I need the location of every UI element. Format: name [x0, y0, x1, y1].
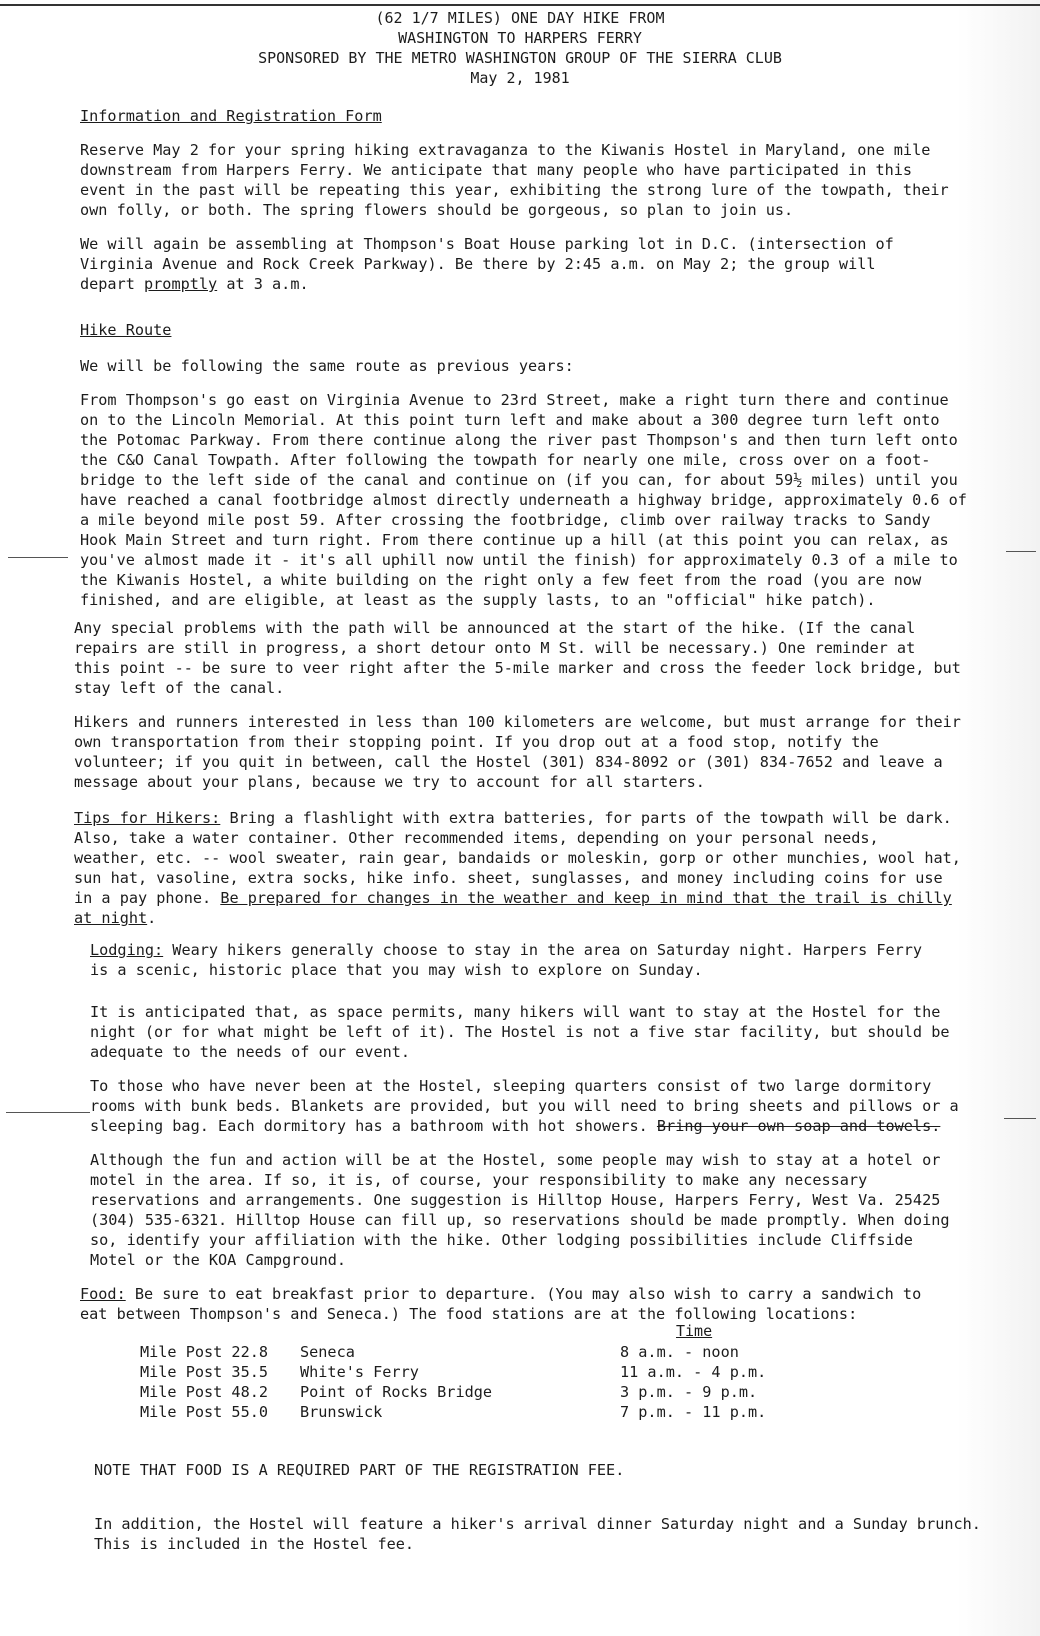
assembly-paragraph [80, 234, 894, 294]
tips-text: Bring a flashlight with extra batteries, for parts of the towpath will be dark. Also, take a water container. Other recommended items, depending on your personal needs, weather, etc. -- wool sweater, rain gear, bandaids or moleskin, gorp or other munchies, wool hat, sun hat, vasoline, extra socks, hike info. sheet, sunglasses, and money including coins for use in a pay phone. [74, 809, 961, 907]
time-cell: 11 a.m. - 4 p.m. [620, 1363, 767, 1381]
header-line-2: WASHINGTON TO HARPERS FERRY [398, 29, 642, 47]
intro-paragraph: Reserve May 2 for your spring hiking extravaganza to the Kiwanis Hostel in Maryland, one mile downstream from Harpers Ferry. We anticipate that many people who have participated in this event in the past will be repeating this year, exhibiting the strong lure of the towpath, their own folly, or both. The spring flowers should be gorgeous, so plan to join us. [80, 141, 949, 219]
tips-warning: Be prepared for changes in the weather and keep in mind that the trail is chilly at night [74, 889, 952, 927]
route-intro: We will be following the same route as previous years: [80, 357, 574, 375]
mile-post-cell: Mile Post 55.0 [140, 1403, 269, 1421]
header-line-1: (62 1/7 MILES) ONE DAY HIKE FROM [375, 9, 665, 27]
food-paragraph [80, 1284, 921, 1324]
fee-note: NOTE THAT FOOD IS A REQUIRED PART OF THE REGISTRATION FEE. [94, 1461, 625, 1479]
location-cell: White's Ferry [300, 1363, 419, 1381]
mile-post-cell: Mile Post 48.2 [140, 1383, 269, 1401]
food-text: Be sure to eat breakfast prior to departure. (You may also wish to carry a sandwich to eat between Thompson's and Seneca.) The food stations are at the following locations: [80, 1285, 922, 1323]
time-cell: 3 p.m. - 9 p.m. [620, 1383, 758, 1401]
food-stations-table [140, 1342, 860, 1426]
lodging-label: Lodging: [90, 941, 164, 959]
food-station-row [140, 1402, 860, 1422]
margin-mark [1006, 551, 1036, 552]
route-heading: Hike Route [80, 321, 172, 339]
food-station-row [140, 1382, 860, 1402]
food-station-row [140, 1342, 860, 1362]
mile-post-cell: Mile Post 22.8 [140, 1343, 269, 1361]
info-heading: Information and Registration Form [80, 107, 382, 125]
assembly-time: at 3 a.m. [217, 275, 309, 293]
tips-label: Tips for Hikers: [74, 809, 221, 827]
header-line-4: May 2, 1981 [470, 69, 570, 87]
route-paragraph: From Thompson's go east on Virginia Avenue to 23rd Street, make a right turn there and continue on to the Lincoln Memorial. At this point turn left and make about a 300 degree turn left onto the Potomac Parkway. From there continue along the river past Thompson's and then turn left onto the C&O Canal Towpath. After following the towpath for nearly one mile, cross over on a foot- bridge to the left side of the canal and continue on (if you can, for about 59½ miles) until you have reached a canal footbridge almost directly underneath a highway bridge, approximately 0.6 of a mile beyond mile post 59. After crossing the footbridge, climb over railway tracks to Sandy Hook Main Street and turn right. From there continue up a hill (at this point you can relax, as you've almost made it - it's all uphill now until the finish) for approximately 0.3 of a mile to the Kiwanis Hostel, a white building on the right only a few feet from the road (you are now finished, and are eligible, at least as the supply lasts, to an "official" hike patch). [80, 391, 967, 609]
document-header [0, 8, 1040, 88]
tips-end: . [147, 909, 157, 927]
header-line-3: SPONSORED BY THE METRO WASHINGTON GROUP OF THE SIERRA CLUB [258, 49, 782, 67]
hostel-paragraph-1: It is anticipated that, as space permits, many hikers will want to stay at the Hostel for the night (or for what might be left of it). The Hostel is not a five star facility, but should be adequate to the needs of our event. [90, 1003, 950, 1061]
hostel-paragraph-2 [90, 1076, 959, 1136]
time-cell: 8 a.m. - noon [620, 1343, 739, 1361]
hotel-paragraph: Although the fun and action will be at the Hostel, some people may wish to stay at a hotel or motel in the area. If so, it is, of course, your responsibility to make any necessary reservations and arrangements. One suggestion is Hilltop House, Harpers Ferry, West Va. 25425 (304) 535-6321. Hilltop House can fill up, so reservations should be made promptly. When doing so, identify your affiliation with the hike. Other lodging possibilities include Cliffside Motel or the KOA Campground. [90, 1151, 950, 1269]
assembly-text: We will again be assembling at Thompson's Boat House parking lot in D.C. (intersection of Virginia Avenue and Rock Creek Parkway). Be there by 2:45 a.m. on May 2; the group will depart [80, 235, 894, 293]
problems-paragraph: Any special problems with the path will be announced at the start of the hike. (If the canal repairs are still in progress, a short detour onto M St. will be necessary.) One reminder at this point -- be sure to veer right after the 5-mile marker and cross the feeder lock bridge, but stay left of the canal. [74, 619, 961, 697]
food-label: Food: [80, 1285, 126, 1303]
lodging-paragraph [90, 940, 922, 980]
food-station-row [140, 1362, 860, 1382]
mile-post-cell: Mile Post 35.5 [140, 1363, 269, 1381]
time-column-heading: Time [676, 1322, 713, 1340]
tips-paragraph [74, 808, 961, 928]
location-cell: Point of Rocks Bridge [300, 1383, 493, 1401]
location-cell: Brunswick [300, 1403, 383, 1421]
assembly-promptly: promptly [144, 275, 218, 293]
margin-mark [6, 1112, 90, 1113]
runners-paragraph: Hikers and runners interested in less than 100 kilometers are welcome, but must arrange for their own transportation from their stopping point. If you drop out at a food stop, notify the volunteer; if you quit in between, call the Hostel (301) 834-8092 or (301) 834-7652 and leave a message about your plans, because we try to account for all starters. [74, 713, 961, 791]
margin-mark [8, 557, 68, 558]
lodging-text: Weary hikers generally choose to stay in the area on Saturday night. Harpers Ferry is a scenic, historic place that you may wish to explore on Sunday. [90, 941, 923, 979]
hostel-text: To those who have never been at the Hostel, sleeping quarters consist of two large dormitory rooms with bunk beds. Blankets are provided, but you will need to bring sheets and pillows or a sleeping bag. Each dormitory has a bathroom with hot showers. [90, 1077, 959, 1135]
dinner-paragraph: In addition, the Hostel will feature a hiker's arrival dinner Saturday night and a Sunday brunch. This is included in the Hostel fee. [94, 1515, 981, 1553]
hostel-struck-text: Bring your own soap and towels. [656, 1117, 941, 1135]
margin-mark [1004, 1118, 1036, 1119]
location-cell: Seneca [300, 1343, 355, 1361]
time-cell: 7 p.m. - 11 p.m. [620, 1403, 767, 1421]
top-rule [0, 4, 1040, 6]
